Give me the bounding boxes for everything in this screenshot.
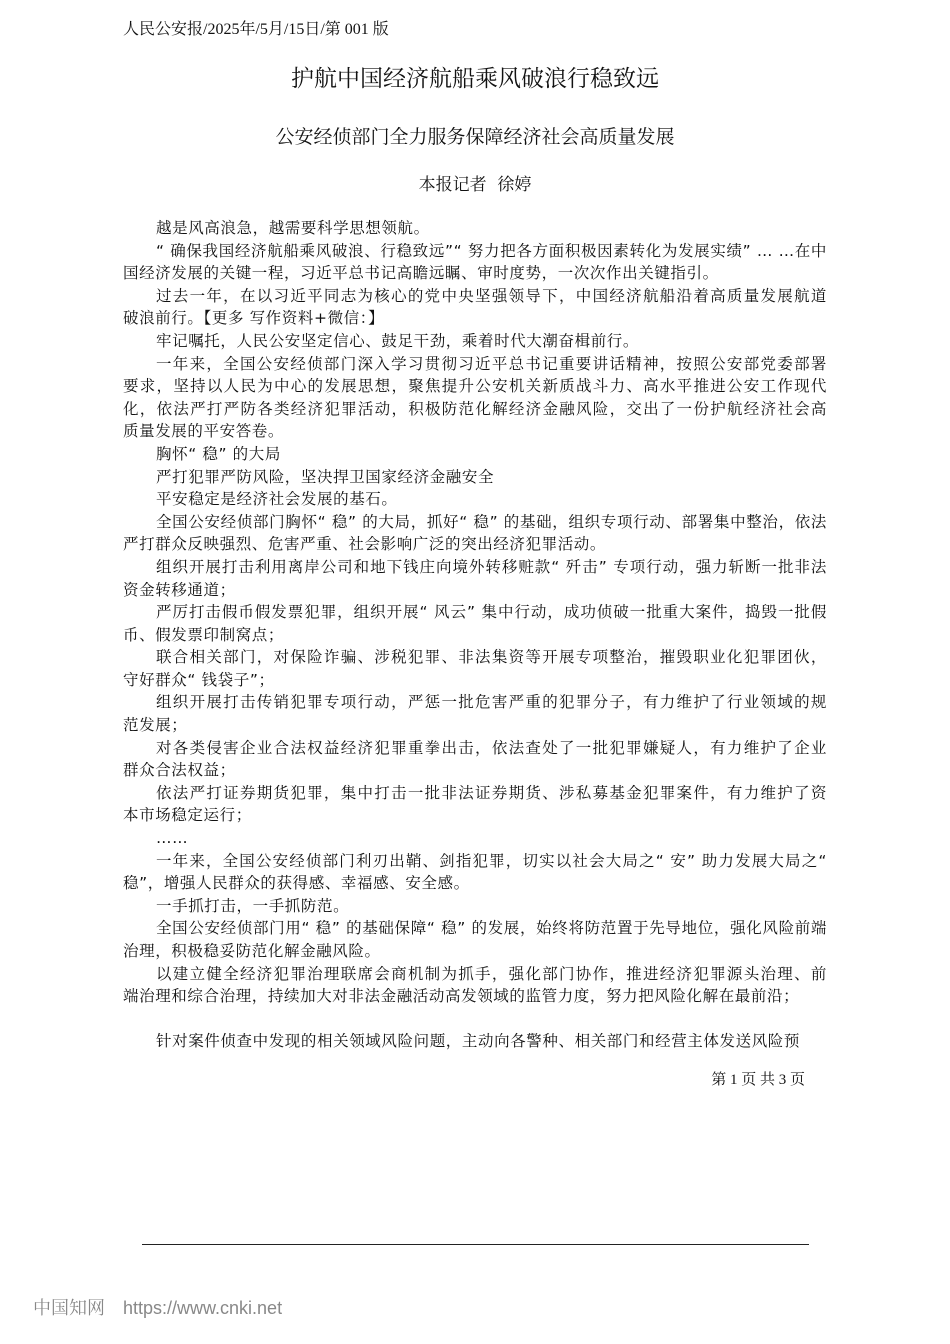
paragraph bbox=[123, 353, 827, 443]
text-line: 一年来，全国公安经侦部门利刃出鞘、剑指犯罪，切实以社会大局之“ 安” 助力发展大局之“ bbox=[156, 851, 827, 870]
text-line: 严打犯罪严防风险，坚决捍卫国家经济金融安全 bbox=[156, 467, 495, 486]
paragraph bbox=[123, 827, 827, 850]
text-line: 胸怀“ 稳” 的大局 bbox=[156, 444, 281, 463]
text-line: 一手抓打击，一手抓防范。 bbox=[156, 896, 350, 915]
footer bbox=[33, 1294, 282, 1320]
paragraph bbox=[123, 646, 827, 691]
text-line: 严打群众反映强烈、危害严重、社会影响广泛的突出经济犯罪活动。 bbox=[123, 535, 607, 554]
paragraph bbox=[123, 443, 827, 466]
text-line: 化，依法严打严防各类经济犯罪活动，积极防范化解经济金融风险，交出了一份护航经济社会高 bbox=[123, 399, 827, 418]
text-line: 对各类侵害企业合法权益经济犯罪重拳出击，依法查处了一批犯罪嫌疑人，有力维护了企业 bbox=[156, 738, 827, 757]
paragraph bbox=[123, 488, 827, 511]
paragraph bbox=[123, 850, 827, 895]
byline: 本报记者 徐婷 bbox=[418, 175, 532, 195]
text-line: 国经济发展的关键一程，习近平总书记高瞻远瞩、审时度势，一次次作出关键指引。 bbox=[123, 264, 719, 283]
text-line: 平安稳定是经济社会发展的基石。 bbox=[156, 490, 398, 509]
text-line: 过去一年，在以习近平同志为核心的党中央坚强领导下，中国经济航船沿着高质量发展航道 bbox=[156, 286, 827, 305]
text-line: 币、假发票印制窝点； bbox=[123, 625, 285, 644]
text-line: 联合相关部门，对保险诈骗、涉税犯罪、非法集资等开展专项整治，摧毁职业化犯罪团伙， bbox=[156, 648, 827, 667]
text-line: 牢记嘱托，人民公安坚定信心、鼓足干劲，乘着时代大潮奋楫前行。 bbox=[156, 331, 640, 350]
paragraph bbox=[123, 285, 827, 330]
text-line: 严厉打击假币假发票犯罪，组织开展“ 风云” 集中行动，成功侦破一批重大案件，捣毁一批假 bbox=[156, 603, 827, 622]
text-line: 破浪前行。【更多 写作资料+微信：】 bbox=[123, 309, 385, 328]
publication-header: 人民公安报/2025年/5月/15日/第 001 版 bbox=[123, 21, 389, 38]
paragraph bbox=[123, 556, 827, 601]
paragraph bbox=[123, 466, 827, 489]
paragraph bbox=[123, 782, 827, 827]
article-title: 护航中国经济航船乘风破浪行稳致远 bbox=[291, 66, 659, 92]
page-number: 第 1 页 共 3 页 bbox=[711, 1072, 805, 1088]
paragraph bbox=[123, 1030, 827, 1053]
paragraph bbox=[123, 601, 827, 646]
text-line: 端治理和综合治理，持续加大对非法金融活动高发领域的监管力度，努力把风险化解在最前沿； bbox=[123, 987, 800, 1006]
article-body bbox=[123, 217, 827, 1053]
text-line: 要求，坚持以人民为中心的发展思想，聚焦提升公安机关新质战斗力、高水平推进公安工作现代 bbox=[123, 377, 827, 396]
paragraph bbox=[123, 240, 827, 285]
text-line: 以建立健全经济犯罪治理联席会商机制为抓手，强化部门协作，推进经济犯罪源头治理、前 bbox=[156, 964, 827, 983]
text-line: “ 确保我国经济航船乘风破浪、行稳致远”“ 努力把各方面积极因素转化为发展实绩” … …在中 bbox=[156, 241, 827, 260]
text-line: 越是风高浪急，越需要科学思想领航。 bbox=[156, 219, 430, 237]
text-line: 范发展； bbox=[123, 716, 188, 735]
text-line: 全国公安经侦部门用“ 稳” 的基础保障“ 稳” 的发展，始终将防范置于先导地位，强化风险前端 bbox=[156, 919, 827, 938]
paragraph bbox=[123, 691, 827, 736]
paragraph bbox=[123, 511, 827, 556]
paragraph bbox=[123, 217, 827, 240]
text-line: 资金转移通道； bbox=[123, 580, 236, 599]
text-line: 组织开展打击利用离岸公司和地下钱庄向境外转移赃款“ 歼击” 专项行动，强力斩断一批非法 bbox=[156, 557, 827, 576]
paragraph bbox=[123, 330, 827, 353]
footer-url[interactable]: https://www.cnki.net bbox=[123, 1298, 283, 1318]
text-line: 群众合法权益； bbox=[123, 761, 236, 780]
paragraph bbox=[123, 895, 827, 918]
text-line: 组织开展打击传销犯罪专项行动，严惩一批危害严重的犯罪分子，有力维护了行业领域的规 bbox=[156, 693, 827, 712]
text-line: 稳”，增强人民群众的获得感、幸福感、安全感。 bbox=[123, 874, 470, 893]
paragraph bbox=[123, 963, 827, 1008]
text-line: 治理，积极稳妥防范化解金融风险。 bbox=[123, 942, 381, 960]
text-line: 质量发展的平安答卷。 bbox=[123, 422, 285, 441]
text-line: 全国公安经侦部门胸怀“ 稳” 的大局，抓好“ 稳” 的基础，组织专项行动、部署集中整治，依法 bbox=[156, 512, 827, 531]
text-line: 依法严打证券期货犯罪，集中打击一批非法证券期货、涉私募基金犯罪案件，有力维护了资 bbox=[156, 783, 827, 802]
article-subtitle: 公安经侦部门全力服务保障经济社会高质量发展 bbox=[275, 126, 675, 148]
text-line: 一年来，全国公安经侦部门深入学习贯彻习近平总书记重要讲话精神，按照公安部党委部署 bbox=[156, 354, 827, 373]
footer-site-name: 中国知网 bbox=[33, 1298, 105, 1319]
text-line: 守好群众“ 钱袋子”； bbox=[123, 670, 275, 689]
paragraph bbox=[123, 737, 827, 782]
text-line: 针对案件侦查中发现的相关领域风险问题，主动向各警种、相关部门和经营主体发送风险预 bbox=[156, 1032, 801, 1051]
footer-divider bbox=[142, 1244, 809, 1245]
paragraph bbox=[123, 917, 827, 962]
text-line: 本市场稳定运行； bbox=[123, 806, 252, 825]
text-line: …… bbox=[156, 829, 189, 848]
